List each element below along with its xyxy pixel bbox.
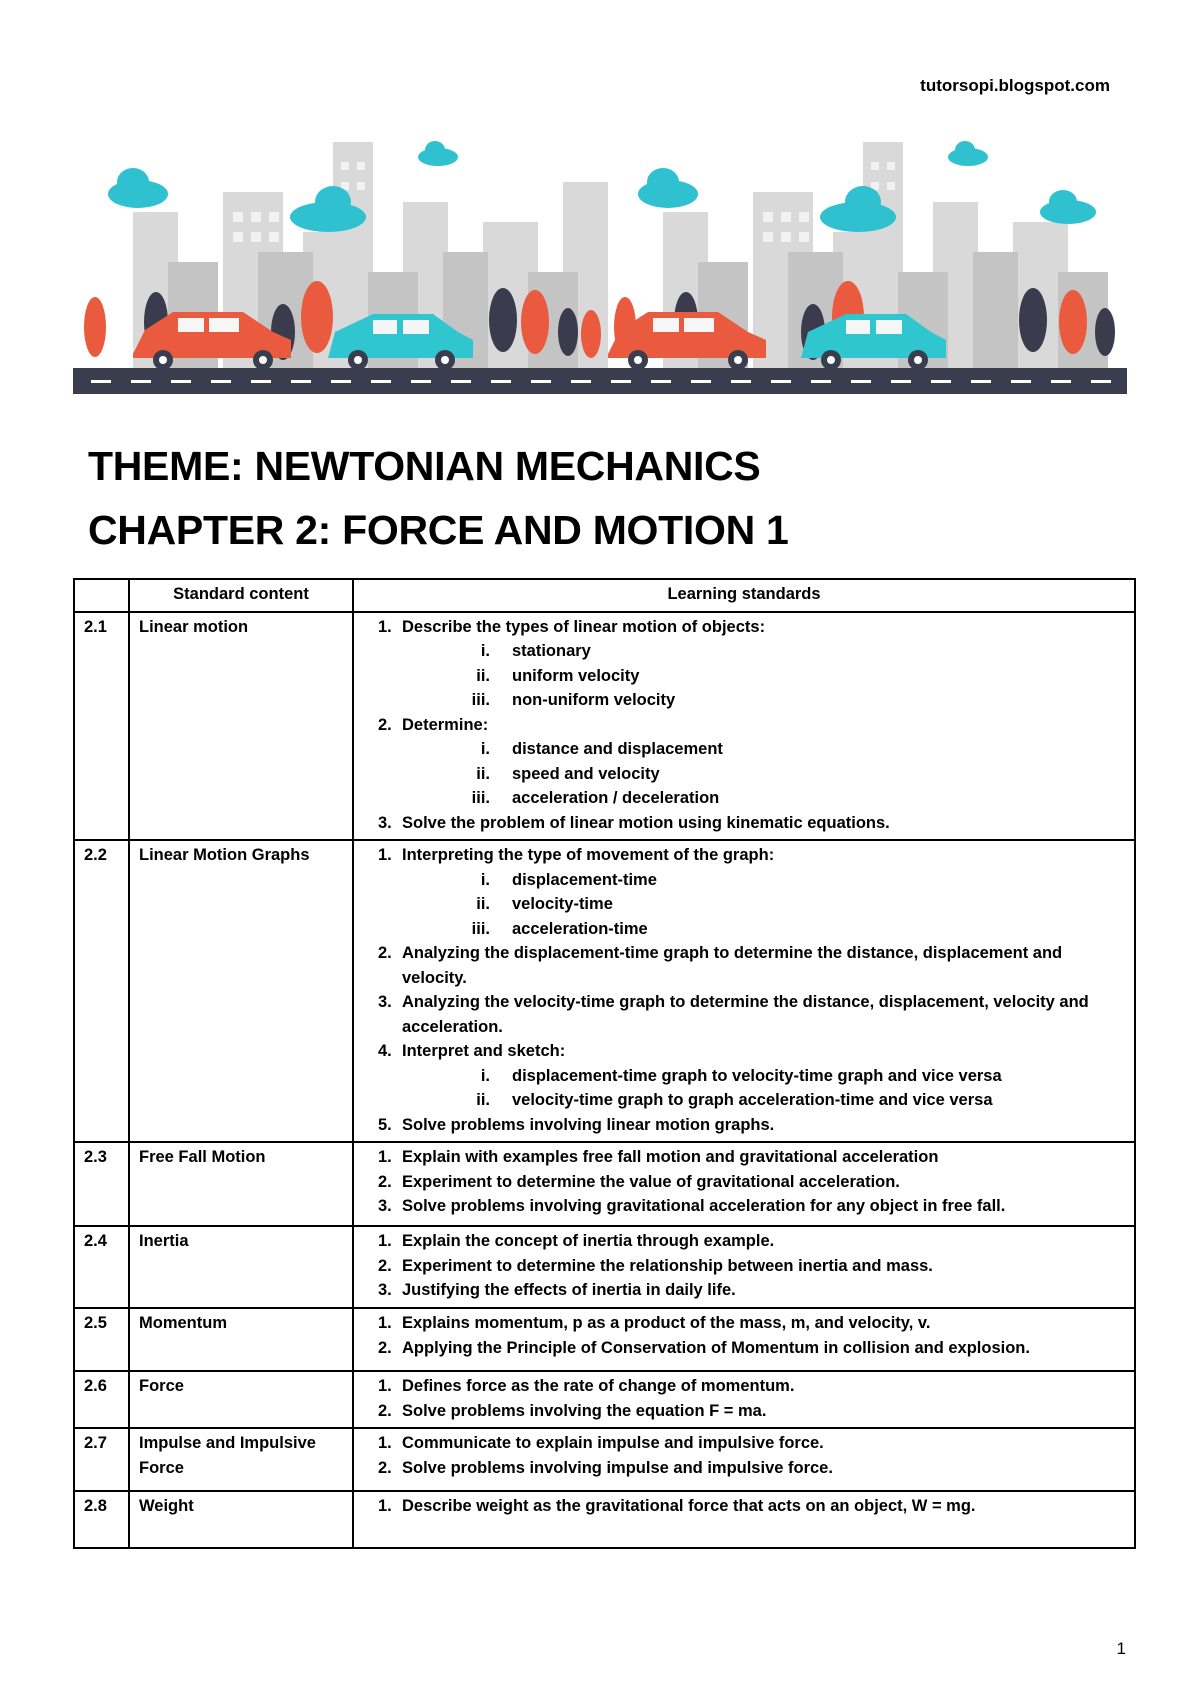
standard-item bbox=[378, 1254, 1125, 1279]
sub-item bbox=[480, 639, 1125, 664]
standard-text: Solve problems involving linear motion graphs. bbox=[402, 1115, 775, 1134]
standard-item bbox=[378, 1311, 1125, 1336]
sub-item-text: displacement-time graph to velocity-time graph and vice versa bbox=[512, 1066, 1002, 1085]
standard-item bbox=[378, 1399, 1125, 1424]
standard-text: Solve problems involving the equation F = ma. bbox=[402, 1401, 767, 1420]
standard-item bbox=[378, 1336, 1125, 1361]
standard-item bbox=[378, 615, 1125, 713]
standard-text: Experiment to determine the value of gravitational acceleration. bbox=[402, 1172, 900, 1191]
standard-item bbox=[378, 1039, 1125, 1113]
standard-item bbox=[378, 1431, 1125, 1456]
sub-item-numeral: i. bbox=[480, 870, 490, 889]
standard-text: Explain the concept of inertia through example. bbox=[402, 1232, 775, 1250]
standard-number: 2. bbox=[378, 944, 392, 962]
sub-item bbox=[480, 1064, 1125, 1089]
row-standard-content: Force bbox=[129, 1371, 353, 1428]
page-number: 1 bbox=[1116, 1639, 1126, 1658]
standard-number: 3. bbox=[378, 1197, 392, 1215]
sub-item-text: velocity-time bbox=[512, 895, 613, 913]
standard-item bbox=[378, 1229, 1125, 1254]
row-learning-standards bbox=[353, 1226, 1135, 1308]
row-learning-standards bbox=[353, 840, 1135, 1142]
sub-item-numeral: ii. bbox=[476, 1091, 490, 1109]
standard-text: Analyzing the displacement-time graph to determine the distance, displacement and velocity. bbox=[402, 944, 1063, 987]
sub-item-numeral: i. bbox=[480, 740, 490, 758]
row-code: 2.8 bbox=[74, 1491, 129, 1548]
row-learning-standards bbox=[353, 1371, 1135, 1428]
header-code bbox=[74, 579, 129, 612]
row-learning-standards bbox=[353, 1142, 1135, 1226]
standard-text: Experiment to determine the relationship between inertia and mass. bbox=[402, 1256, 933, 1275]
sub-item-text: non-uniform velocity bbox=[512, 691, 676, 709]
standard-number: 3. bbox=[378, 813, 392, 832]
standard-number: 3. bbox=[378, 1281, 392, 1299]
sub-item-numeral: i. bbox=[480, 642, 490, 660]
standard-text: Analyzing the velocity-time graph to determine the distance, displacement, velocity and acceleration. bbox=[402, 993, 1089, 1036]
sub-item-text: acceleration / deceleration bbox=[512, 789, 720, 807]
sub-item-numeral: ii. bbox=[476, 666, 490, 685]
standard-number: 2. bbox=[378, 1256, 392, 1275]
row-standard-content: Linear Motion Graphs bbox=[129, 840, 353, 1142]
standard-text: Explain with examples free fall motion and gravitational acceleration bbox=[402, 1148, 939, 1166]
standard-number: 2. bbox=[378, 1172, 392, 1191]
table-header-row bbox=[74, 579, 1135, 612]
standard-item bbox=[378, 1456, 1125, 1481]
standard-text: Describe weight as the gravitational force that acts on an object, W = mg. bbox=[402, 1497, 976, 1515]
table-row bbox=[74, 1371, 1135, 1428]
row-code: 2.4 bbox=[74, 1226, 129, 1308]
row-learning-standards bbox=[353, 612, 1135, 841]
standard-number: 1. bbox=[378, 1148, 392, 1166]
standards-table bbox=[73, 578, 1136, 1549]
row-learning-standards bbox=[353, 1491, 1135, 1548]
row-code: 2.7 bbox=[74, 1428, 129, 1491]
standard-item bbox=[378, 811, 1125, 836]
table-row bbox=[74, 1226, 1135, 1308]
sub-item-text: speed and velocity bbox=[512, 764, 660, 783]
sub-item-text: velocity-time graph to graph acceleration-time and vice versa bbox=[512, 1091, 993, 1109]
row-standard-content: Inertia bbox=[129, 1226, 353, 1308]
row-code: 2.3 bbox=[74, 1142, 129, 1226]
standard-item bbox=[378, 941, 1125, 990]
standard-number: 1. bbox=[378, 1434, 392, 1452]
sub-item-numeral: ii. bbox=[476, 895, 490, 913]
standard-item bbox=[378, 990, 1125, 1039]
standard-text: Interpreting the type of movement of the graph: bbox=[402, 846, 775, 864]
sub-item bbox=[476, 664, 1125, 689]
row-standard-content: Impulse and Impulsive Force bbox=[129, 1428, 353, 1491]
standard-text: Solve problems involving gravitational acceleration for any object in free fall. bbox=[402, 1197, 1006, 1215]
sub-item bbox=[471, 917, 1125, 942]
standard-number: 1. bbox=[378, 1377, 392, 1395]
standard-text: Interpret and sketch: bbox=[402, 1042, 566, 1060]
row-code: 2.2 bbox=[74, 840, 129, 1142]
standard-item bbox=[378, 1494, 1125, 1519]
standard-number: 2. bbox=[378, 715, 392, 734]
sub-item bbox=[476, 762, 1125, 787]
sub-item bbox=[471, 786, 1125, 811]
sub-item-numeral: ii. bbox=[476, 764, 490, 783]
theme-title: THEME: NEWTONIAN MECHANICS bbox=[88, 443, 761, 489]
sub-item-numeral: iii. bbox=[471, 789, 490, 807]
sub-item-text: uniform velocity bbox=[512, 666, 640, 685]
standard-item bbox=[378, 1170, 1125, 1195]
sub-item-text: distance and displacement bbox=[512, 740, 723, 758]
sub-item-numeral: i. bbox=[480, 1066, 490, 1085]
table-row bbox=[74, 1491, 1135, 1548]
standard-number: 1. bbox=[378, 1232, 392, 1250]
row-standard-content: Momentum bbox=[129, 1308, 353, 1371]
sub-item-numeral: iii. bbox=[471, 919, 490, 938]
row-code: 2.6 bbox=[74, 1371, 129, 1428]
standard-text: Justifying the effects of inertia in daily life. bbox=[402, 1281, 736, 1299]
chapter-title: CHAPTER 2: FORCE AND MOTION 1 bbox=[88, 507, 789, 553]
city-banner-illustration bbox=[73, 122, 1127, 402]
standard-item bbox=[378, 713, 1125, 811]
row-standard-content: Linear motion bbox=[129, 612, 353, 841]
site-url: tutorsopi.blogspot.com bbox=[920, 76, 1110, 95]
standard-text: Defines force as the rate of change of momentum. bbox=[402, 1377, 795, 1395]
table-row bbox=[74, 1142, 1135, 1226]
standard-number: 5. bbox=[378, 1115, 392, 1134]
row-learning-standards bbox=[353, 1308, 1135, 1371]
standard-text: Describe the types of linear motion of objects: bbox=[402, 617, 766, 636]
standard-item bbox=[378, 1374, 1125, 1399]
standard-text: Determine: bbox=[402, 715, 489, 734]
row-code: 2.1 bbox=[74, 612, 129, 841]
sub-item-text: acceleration-time bbox=[512, 919, 648, 938]
standard-item bbox=[378, 1278, 1125, 1303]
row-standard-content: Weight bbox=[129, 1491, 353, 1548]
row-standard-content: Free Fall Motion bbox=[129, 1142, 353, 1226]
standard-number: 1. bbox=[378, 1497, 392, 1515]
standard-number: 2. bbox=[378, 1401, 392, 1420]
standard-number: 4. bbox=[378, 1042, 392, 1060]
sub-item-numeral: iii. bbox=[471, 691, 490, 709]
standard-item bbox=[378, 1145, 1125, 1170]
standard-number: 1. bbox=[378, 617, 392, 636]
sub-item bbox=[476, 1088, 1125, 1113]
sub-item-text: displacement-time bbox=[512, 870, 657, 889]
standard-number: 1. bbox=[378, 846, 392, 864]
standard-text: Applying the Principle of Conservation of Momentum in collision and explosion. bbox=[402, 1338, 1030, 1357]
standard-item bbox=[378, 843, 1125, 941]
table-row bbox=[74, 1428, 1135, 1491]
row-code: 2.5 bbox=[74, 1308, 129, 1371]
sub-item bbox=[480, 737, 1125, 762]
sub-item bbox=[480, 868, 1125, 893]
sub-item bbox=[476, 892, 1125, 917]
standard-number: 2. bbox=[378, 1458, 392, 1477]
standard-text: Explains momentum, p as a product of the mass, m, and velocity, v. bbox=[402, 1314, 931, 1332]
row-learning-standards bbox=[353, 1428, 1135, 1491]
standard-text: Solve the problem of linear motion using kinematic equations. bbox=[402, 813, 890, 832]
standard-number: 1. bbox=[378, 1314, 392, 1332]
table-row bbox=[74, 1308, 1135, 1371]
header-learning-standards: Learning standards bbox=[353, 579, 1135, 612]
standard-item bbox=[378, 1113, 1125, 1138]
standard-text: Solve problems involving impulse and impulsive force. bbox=[402, 1458, 833, 1477]
standard-item bbox=[378, 1194, 1125, 1219]
header-standard-content: Standard content bbox=[129, 579, 353, 612]
sub-item-text: stationary bbox=[512, 642, 591, 660]
standard-number: 3. bbox=[378, 993, 392, 1011]
table-row bbox=[74, 840, 1135, 1142]
sub-item bbox=[471, 688, 1125, 713]
standard-text: Communicate to explain impulse and impulsive force. bbox=[402, 1434, 824, 1452]
table-row bbox=[74, 612, 1135, 841]
standard-number: 2. bbox=[378, 1338, 392, 1357]
